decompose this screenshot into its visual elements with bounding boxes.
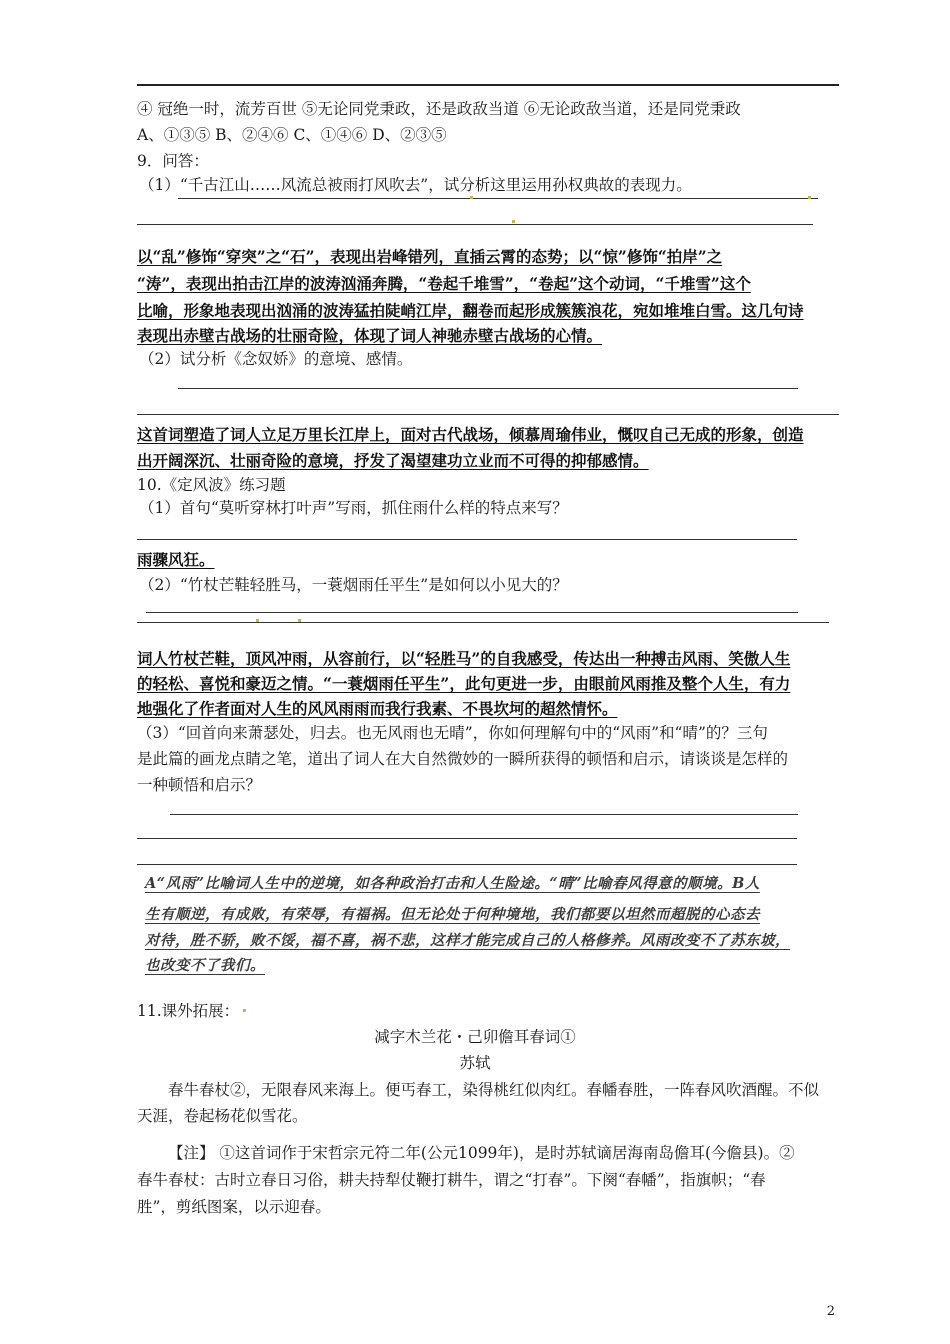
answer-blank-line [178,198,818,199]
q11-title: 11.课外拓展： [137,1002,240,1020]
answer-blank-line [178,388,798,389]
q8-options-line: ④ 冠绝一时，流芳百世 ⑤无论同党秉政，还是政敌当道 ⑥无论政敌当道，还是同党秉政 [137,100,741,118]
poem-title: 减字木兰花・己卯儋耳春词① [374,1028,576,1046]
page-number: 2 [826,1304,835,1319]
q8-choices-line: A、①③⑤ B、②④⑥ C、①④⑥ D、②③⑤ [137,126,447,144]
answer-blank-line [137,414,839,415]
q9-answer1-line: 以“乱”修饰“穿突”之“石”，表现出岩峰错列，直插云霄的态势；以“惊”修饰“拍岸”之 [137,247,723,266]
answer-blank-line [137,622,829,623]
q10-sub1: （1）首句“莫听穿林打叶声”写雨，抓住雨什么样的特点来写？ [139,499,568,517]
q10-sub3-line: 一种顿悟和启示？ [137,776,262,794]
poem-author: 苏轼 [459,1054,491,1072]
q9-answer1-line: “涛”，表现出拍击江岸的波涛汹涌奔腾，“卷起千堆雪”，“卷起”这个动词，“千堆雪”这个 [137,274,751,293]
answer-blank-line [137,539,797,540]
q9-answer2-line: 出开阔深沉、壮丽奇险的意境，抒发了渴望建功立业而不可得的抑郁感情。 [137,451,649,470]
answer-blank-line [146,612,798,613]
q9-title: 9．问答： [137,152,209,170]
q10-sub3-line: （3）“回首向来萧瑟处，归去。也无风雨也无晴”，你如何理解句中的“风雨”和“晴”的？三句 [137,724,768,742]
top-divider [137,84,839,86]
q10-answer2-line: 词人竹杖芒鞋，顶风冲雨，从容前行，以“轻胜马”的自我感受，传达出一种搏击风雨、笑傲人生 [137,649,791,668]
q9-answer1-line: 比喻，形象地表现出汹涌的波涛猛拍陡峭江岸，翻卷而起形成簇簇浪花，宛如堆堆白雪。这几句诗 [137,301,804,320]
q10-answer3-line: A“风雨”比喻词人生中的逆境，如各种政治打击和人生险途。“晴”比喻春风得意的顺境。B人 [145,875,760,892]
poem-line: 天涯，卷起杨花似雪花。 [137,1107,308,1125]
poem-line: 春牛春杖②，无限春风来海上。便丐春工，染得桃红似肉红。春幡春胜，一阵春风吹酒醒。不似 [168,1081,820,1099]
q10-answer3-line: 对待，胜不骄，败不馁，福不喜，祸不悲，这样才能完成自己的人格修养。风雨改变不了苏东坡， [145,932,790,949]
q10-answer2-line: 的轻松、喜悦和豪迈之情。“一蓑烟雨任平生”，此句更进一步，由眼前风雨推及整个人生，有力 [137,674,791,693]
q10-sub3-line: 是此篇的画龙点睛之笔，道出了词人在大自然微妙的一瞬所获得的顿悟和启示，请谈谈是怎样的 [137,750,789,768]
q10-answer1: 雨骤风狂。 [137,550,215,569]
answer-blank-line [170,814,798,815]
answer-blank-line [137,224,813,225]
note-line: 春牛春杖：古时立春日习俗，耕夫持犁仗鞭打耕牛，谓之“打春”。下阕“春幡”，指旗帜；“春 [137,1171,766,1189]
note-line: 【注】 ①这首词作于宋哲宗元符二年(公元1099年)，是时苏轼谪居海南岛儋耳(今儋县)。② [168,1144,795,1162]
q9-answer2-line: 这首词塑造了词人立足万里长江岸上，面对古代战场，倾慕周瑜伟业，慨叹自己无成的形象，创造 [137,425,804,444]
q9-answer1-line: 表现出赤壁古战场的壮丽奇险，体现了词人神驰赤壁古战场的心情。 [137,326,603,345]
answer-blank-line [137,838,797,839]
q10-sub2: （2）“竹杖芒鞋轻胜马，一蓑烟雨任平生”是如何以小见大的？ [139,576,568,594]
q10-title: 10.《定风波》练习题 [137,476,286,494]
q10-answer3-line: 也改变不了我们。 [145,957,265,974]
q9-sub1: （1）“千古江山……风流总被雨打风吹去”，试分析这里运用孙权典故的表现力。 [139,176,692,194]
q9-sub2: （2）试分析《念奴娇》的意境、感情。 [139,350,413,368]
answer-blank-line [137,864,797,865]
note-line: 胜”，剪纸图案，以示迎春。 [137,1198,331,1216]
q10-answer2-line: 地强化了作者面对人生的风风雨雨而我行我素、不畏坎坷的超然情怀。 [137,699,618,718]
q10-answer3-line: 生有顺逆，有成败，有荣辱，有福祸。但无论处于何种境地，我们都要以坦然而超脱的心态去 [145,906,760,923]
